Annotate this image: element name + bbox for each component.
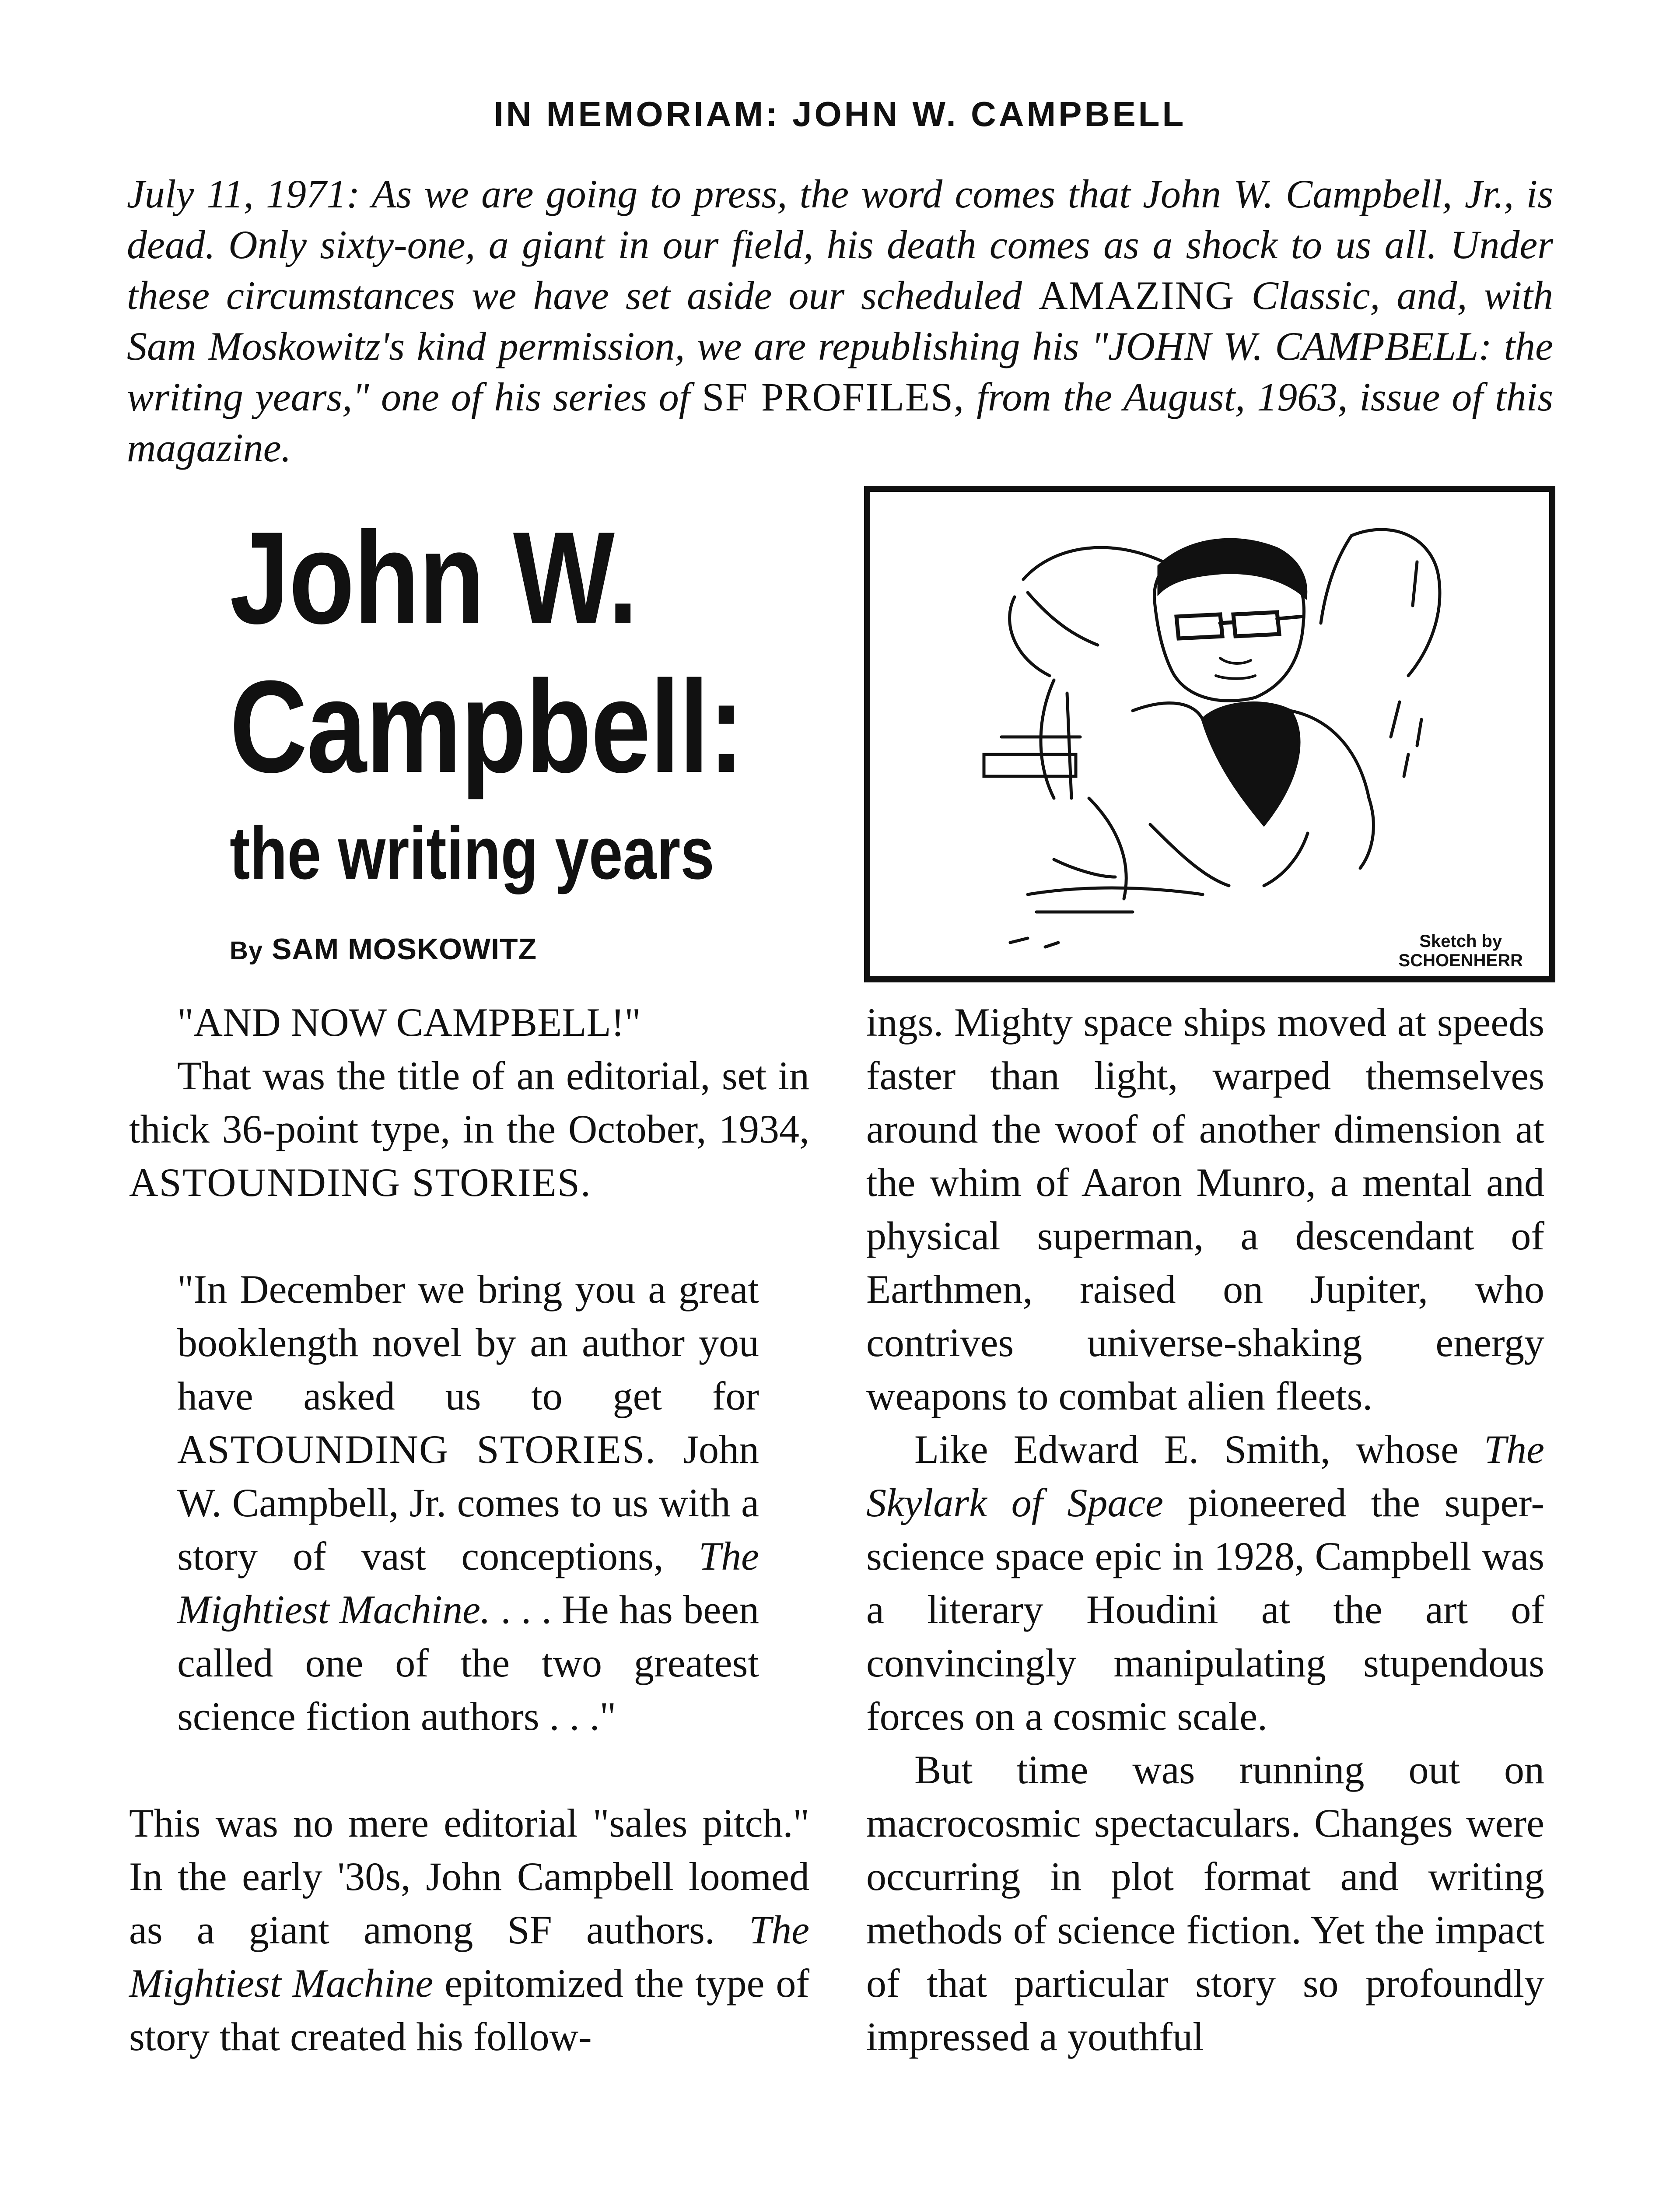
title-subtitle: the writing years (230, 812, 714, 895)
book-title-3: The Skylark of Space (866, 1427, 1544, 1525)
left-column (129, 996, 809, 2063)
spacer (129, 1743, 809, 1796)
editorial-note-text-1: July 11, 1971: As we are going to press, the word comes that John W. Campbell, Jr., is dead. Only sixty-one, a giant in our field, his death comes as a shock to us all. Under these circumstances we have set aside our scheduled (127, 172, 1553, 318)
byline (230, 932, 537, 966)
paragraph-4-text-1: Like Edward E. Smith, whose (914, 1427, 1484, 1472)
title-line-2: Campbell: (230, 653, 744, 800)
paragraph-2-text-2: epitomized the type of story that created his follow- (129, 1961, 810, 2059)
paragraph-5: But time was running out on macrocosmic spectaculars. Changes were occurring in plot format and writing methods of science fiction. Yet the impact of that particular story so profoundly impressed a youthful (866, 1747, 1544, 2059)
sketch-credit-line-1: Sketch by (1419, 932, 1502, 951)
article-title (230, 503, 768, 897)
portrait-sketch (864, 486, 1555, 982)
paragraph-4-text-2: pioneered the super-science space epic in 1928, Campbell was a literary Houdini at the art of convincingly manipulating stupendous forces on a cosmic scale. (866, 1480, 1545, 1739)
opening-line: "AND NOW CAMPBELL!" (177, 1000, 641, 1045)
editorial-note (127, 168, 1553, 473)
paragraph-4 (866, 1423, 1544, 1743)
quote-text-1: "In December we bring you a great booklength novel by an author you have asked us to get for (177, 1267, 759, 1418)
quote-text-2: John W. Campbell, Jr. comes to us with a story of vast conceptions, (177, 1427, 759, 1578)
magazine-name-1: ASTOUNDING STORIES. (129, 1160, 592, 1205)
magazine-name-2: ASTOUNDING STORIES. (177, 1427, 657, 1472)
editorial-note-text-2: Classic, and, with Sam Moskowitz's kind permission, we are republishing his "JOHN W. CAMPBELL: the writing years," one of his series of (127, 273, 1553, 419)
portrait-drawing (870, 492, 1549, 976)
sketch-credit-artist: SCHOENHERR (1398, 951, 1523, 970)
book-title-2: The Mightiest Machine (129, 1907, 809, 2006)
byline-prefix: By (230, 936, 263, 965)
book-title-1: The Mightiest Machine. (177, 1534, 759, 1632)
title-line-1: John W. (230, 504, 637, 651)
byline-author: SAM MOSKOWITZ (272, 933, 537, 966)
editorial-quote (177, 1262, 759, 1743)
paragraph-1 (129, 1049, 809, 1209)
series-name: SF PROFILES, (702, 375, 965, 419)
spacer (129, 1209, 809, 1262)
sketch-credit (1399, 932, 1523, 970)
editorial-note-text-3: from the August, 1963, issue of this magazine. (127, 375, 1553, 470)
paragraph-2-text-1: This was no mere editorial "sales pitch." In the early '30s, John Campbell loomed as a giant among SF authors. (129, 1801, 809, 1952)
paragraph-3: ings. Mighty space ships moved at speeds faster than light, warped themselves around the woof of another dimension at the whim of Aaron Munro, a mental and physical superman, a descendant of Earthmen, raised on Jupiter, who contrives universe-shaking energy weapons to combat alien fleets. (866, 1000, 1544, 1418)
page-header: IN MEMORIAM: JOHN W. CAMPBELL (494, 95, 1186, 133)
right-column (866, 996, 1544, 2063)
magazine-name: AMAZING (1039, 273, 1235, 318)
paragraph-1-text: That was the title of an editorial, set in thick 36-point type, in the October, 1934, (129, 1053, 809, 1151)
paragraph-2 (129, 1796, 809, 2063)
quote-text-3: . . . He has been called one of the two greatest science fiction authors . . ." (177, 1587, 760, 1739)
